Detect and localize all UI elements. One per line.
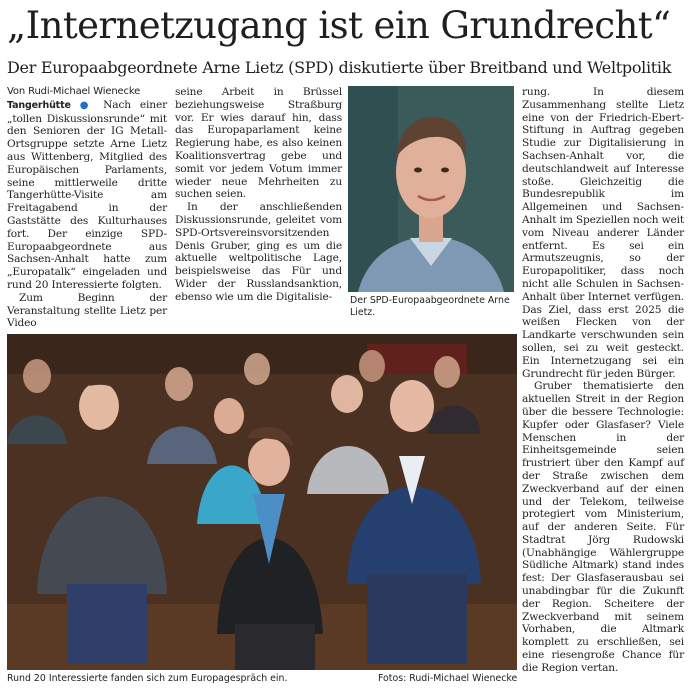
article-column-2 [175,86,342,304]
article-column-1 [7,86,167,330]
portrait-photo [348,86,514,292]
paragraph: Gruber thematisierte den aktuellen Streit in der Region über die bessere Technologie: Kupfer oder Glasfaser? Viele Menschen in der Einheitsgemeinde seien frustriert über den Kampf auf der Straße zwischen dem Zweckverband auf der einen und der Telekom, teilweise protegiert vom Ministerium, auf der anderen Seite. Für Stadtrat Jörg Rudowski (Unabhängige Wählergruppe Südliche Altmark) stand indes fest: Der Glasfaserausbau sei unabdingbar für die Zukunft der Region. Scheitere der Zweckverband mit seinem Vorhaben, die Altmark komplett zu erschließen, sei eine riesengroße Chance für die Region vertan. [522,380,684,674]
subheadline: Der Europaabgeordnete Arne Lietz (SPD) diskutierte über Breitband und Weltpolitik [7,58,672,77]
dateline: Tangerhütte [7,99,71,111]
portrait-caption: Der SPD-Europaabgeordnete Arne Lietz. [350,295,510,318]
article-column-3 [522,86,684,675]
paragraph: rung. In diesem Zusammenhang stellte Lietz eine von der Friedrich-Ebert-Stiftung in Auftrag gegeben Studie zur Digitalisierung in Sachsen-Anhalt vor, die deutschlandweit auf Interesse stoße. Gleichzeitig die Bundesrepublik im Allgemeinen und Sachsen-Anhalt im Speziellen noch weit vom Niveau anderer Länder entfernt. Es sei ein Armutszeugnis, so der Europapolitiker, dass noch nicht alle Schulen in Sachsen-Anhalt über Internet verfügen. Das Ziel, dass erst 2025 die weißen Flecken von der Landkarte verschwunden sein sollen, sei zu weit gesteckt. Ein Internetzugang sei ein Grundrecht für jeden Bürger. [522,86,685,380]
paragraph [7,99,167,292]
photo-credit: Fotos: Rudi-Michael Wienecke [378,673,518,684]
audience-illustration [7,334,517,670]
headline: „Internetzugang ist ein Grundrecht“ [7,4,671,47]
paragraph-text: Nach einer „tollen Diskussionsrunde“ mit den Senioren der IG Metall-Ortsgruppe setzte Arne Lietz aus Wittenberg, Mitglied des Europäischen Parlaments, seine mittlerweile dritte Tangerhütte-Visite am Freitagabend in der Gaststätte des Kulturhauses fort. Der einzige SPD-Europaabgeordnete aus Sachsen-Anhalt hatte zum „Europatalk“ eingeladen und rund 20 Interessierte folgten. [7,98,167,291]
paragraph: In der anschließenden Diskussionsrunde, geleitet vom SPD-Ortsvereinsvorsitzenden Denis Gruber, ging es um die aktuelle weltpolitische Lage, beispielsweise das Für und Wider der Russlandsanktion, ebenso wie um die Digitalisie- [175,201,342,303]
paragraph: Zum Beginn der Veranstaltung stellte Lietz per Video [7,291,167,330]
byline: Von Rudi-Michael Wienecke [7,86,141,97]
portrait-illustration [348,86,514,292]
dateline-dot-icon: ● [79,99,95,111]
paragraph: seine Arbeit in Brüssel beziehungsweise Straßburg vor. Er wies darauf hin, dass das Europaparlament keine Regierung habe, es also keinen Koalitionsvertrag gebe und somit vor jedem Votum immer wieder neue Mehrheiten zu suchen seien. [175,86,342,201]
group-photo [7,334,517,670]
group-photo-caption: Rund 20 Interessierte fanden sich zum Europagespräch ein. [7,673,288,684]
